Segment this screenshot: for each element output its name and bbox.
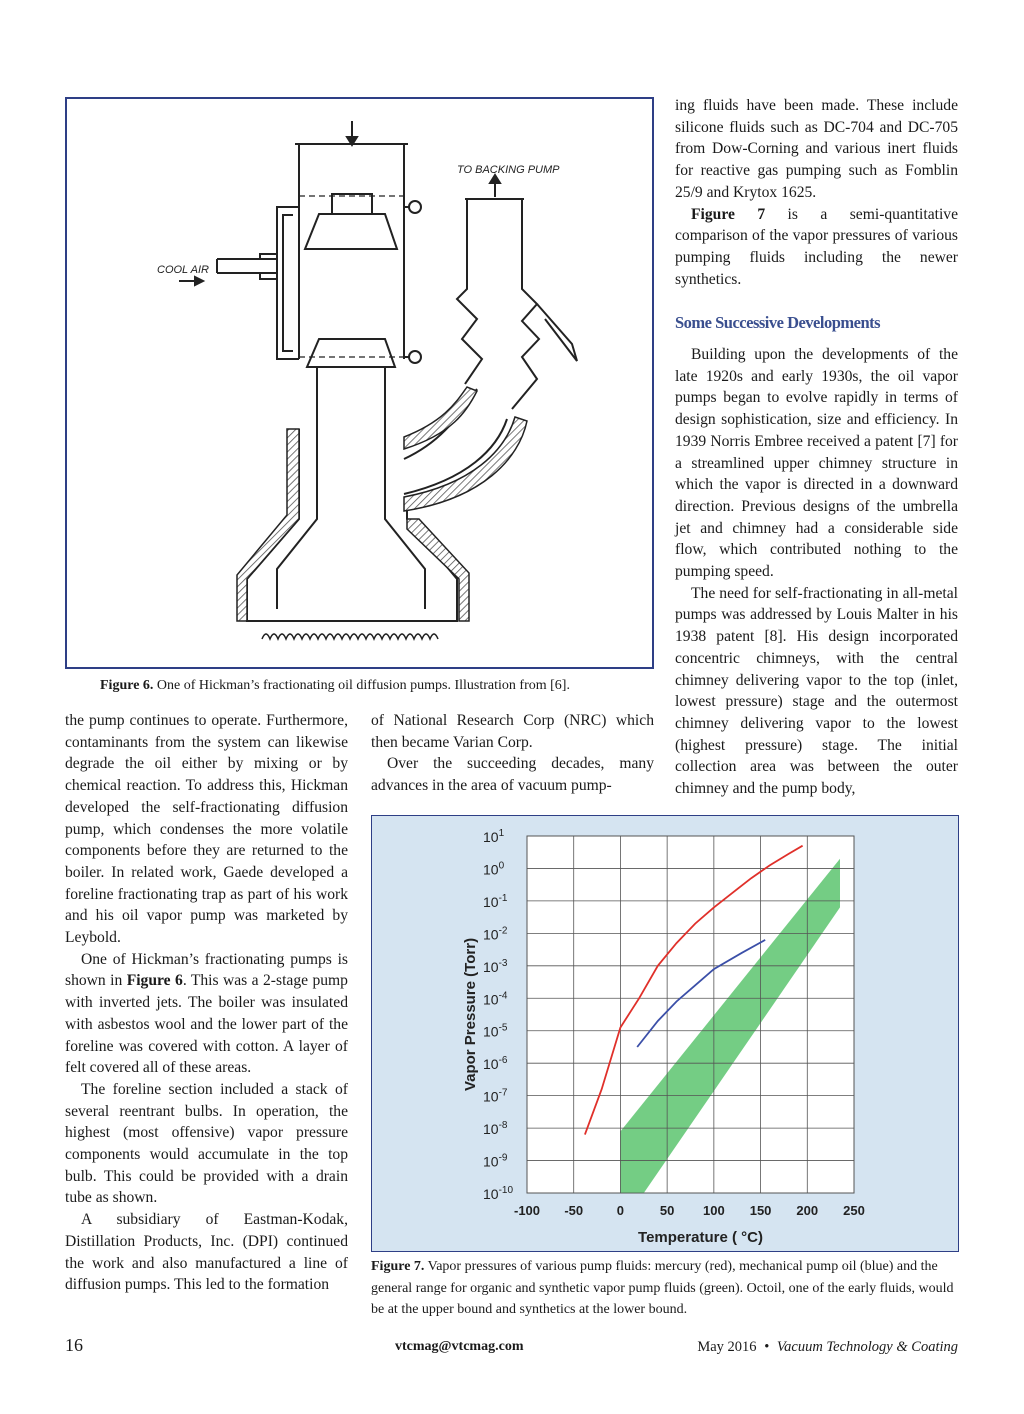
right-paragraph-2	[675, 204, 958, 291]
y-tick-label: $10^{-8}$	[483, 1120, 508, 1138]
figure-6-caption	[100, 675, 660, 696]
x-tick-label: 100	[703, 1203, 725, 1218]
x-tick-label: 50	[659, 1203, 675, 1218]
x-tick-label: -50	[564, 1203, 584, 1218]
right-column	[675, 95, 958, 800]
right-paragraph-2-text: is a semi-quantitative comparison of the vapor pressures of various pumping fluids including the newer synthetics.	[675, 205, 958, 288]
x-tick-label: 200	[796, 1203, 819, 1218]
x-tick-label: 0	[616, 1203, 625, 1218]
y-tick-label: $10^{-2}$	[483, 925, 508, 943]
y-tick-label: $10^{-1}$	[483, 892, 508, 910]
right-paragraph-4: The need for self-fractionating in all-metal pumps was addressed by Louis Malter in his 1938 patent [8]. His design incorporated concentric chimneys, with the central chimney delivering vapor to the top (inlet, lowest pressure) stage and the outermost chimney delivering vapor to the lowest (highest pressure) stage. The initial collection area was between the outer chimney and the pump body,	[675, 584, 958, 798]
y-tick-label: $10^{-9}$	[483, 1152, 508, 1170]
figure-6-caption-label: Figure 6.	[100, 678, 154, 693]
plot-area	[527, 836, 854, 1193]
left-paragraph-4: A subsidiary of Eastman-Kodak, Distillation Products, Inc. (DPI) continued the work and also manufactured a line of diffusion pumps. This led to the formation	[65, 1211, 348, 1294]
figure-7-caption-text: Vapor pressures of various pump fluids: mercury (red), mechanical pump oil (blue) and the general range for organic and synthetic vapor pump fluids (green). Octoil, one of the early fluids, would be at the upper bound and synthetics at the lower bound.	[371, 1259, 954, 1317]
figure-6-caption-text: One of Hickman’s fractionating oil diffusion pumps. Illustration from [6].	[153, 678, 570, 693]
middle-column	[371, 710, 654, 797]
figure-7-caption	[371, 1256, 961, 1321]
figure-7-reference[interactable]: Figure 7	[691, 205, 766, 223]
x-tick-label: 150	[749, 1203, 772, 1218]
x-tick-label: -100	[513, 1203, 541, 1218]
right-paragraph-3: Building upon the developments of the late 1920s and early 1930s, the oil vapor pumps began to evolve rapidly in terms of design sophistication, size and efficiency. In 1939 Norris Embree received a patent [7] for a streamlined upper chimney structure in which the vapor is directed in a downward direction. Previous designs of the umbrella jet and chimney had a considerable side flow, which contributed nothing to the pumping speed.	[675, 346, 958, 581]
y-tick-label: $10^{-10}$	[483, 1185, 514, 1202]
middle-paragraph-1: of National Research Corp (NRC) which then became Varian Corp.	[371, 712, 654, 751]
footer-date: May 2016	[697, 1339, 757, 1355]
x-axis-label: Temperature ( °C)	[638, 1229, 763, 1246]
figure-7-caption-label: Figure 7.	[371, 1259, 425, 1274]
section-heading: Some Successive Developments	[675, 313, 881, 333]
y-tick-label: $10^{-5}$	[483, 1022, 508, 1040]
page-number: 16	[65, 1335, 83, 1355]
vapor-pressure-chart	[372, 816, 957, 1250]
right-paragraph-1: ing fluids have been made. These include silicone fluids such as DC-704 and DC-705 from Dow-Corning and various inert fluids for reactive gas pumping such as Fomblin 25/9 and Krytox 1625.	[675, 97, 958, 201]
figure-6-frame	[65, 97, 654, 669]
y-axis-label: Vapor Pressure (Torr)	[462, 937, 479, 1092]
cool-air-label: COOL AIR	[157, 264, 209, 276]
y-tick-label: $10^{-6}$	[483, 1055, 508, 1073]
figure-6-reference[interactable]: Figure 6	[126, 972, 183, 990]
y-tick-label: $10^{-4}$	[483, 990, 508, 1008]
footer-email[interactable]: vtcmag@vtcmag.com	[395, 1339, 524, 1354]
left-paragraph-2-pre: One of Hickman’s fractionating pumps is shown in	[65, 950, 348, 990]
hickman-pump-illustration	[67, 99, 652, 667]
left-paragraph-2	[65, 949, 348, 1079]
footer-magazine: Vacuum Technology & Coating	[776, 1339, 958, 1355]
footer-bullet: •	[764, 1339, 770, 1355]
y-tick-label: $10^0$	[483, 860, 505, 878]
y-tick-label: $10^{-3}$	[483, 957, 508, 975]
left-paragraph-2-post: . This was a 2-stage pump with inverted jets. The boiler was insulated with asbestos wool and the lower part of the foreline was covered with cotton. A layer of felt covered all of these areas.	[65, 972, 348, 1077]
backing-pump-label: TO BACKING PUMP	[457, 164, 560, 176]
y-tick-label: $10^{-7}$	[483, 1087, 508, 1105]
middle-paragraph-2: Over the succeeding decades, many advances in the area of vacuum pump-	[371, 755, 654, 795]
left-paragraph-3: The foreline section included a stack of several reentrant bulbs. In operation, the highest (most offensive) vapor pressure components would accumulate in the top bulb. This could be provided with a drain tube as shown.	[65, 1080, 348, 1207]
left-column	[65, 710, 348, 1296]
x-tick-label: 250	[843, 1203, 865, 1218]
y-tick-label: $10^1$	[483, 828, 505, 845]
footer-publication	[697, 1339, 958, 1356]
left-paragraph-1: the pump continues to operate. Furthermore, contaminants from the system can likewise degrade the oil either by mixing or by chemical reaction. To address this, Hickman developed the self-fractionating diffusion pump, which condenses the more volatile components before they are returned to the boiler. In related work, Gaede developed a foreline fractionating trap as part of his work and his oil vapor pump was marketed by Leybold.	[65, 712, 348, 947]
figure-7-frame	[371, 815, 959, 1252]
